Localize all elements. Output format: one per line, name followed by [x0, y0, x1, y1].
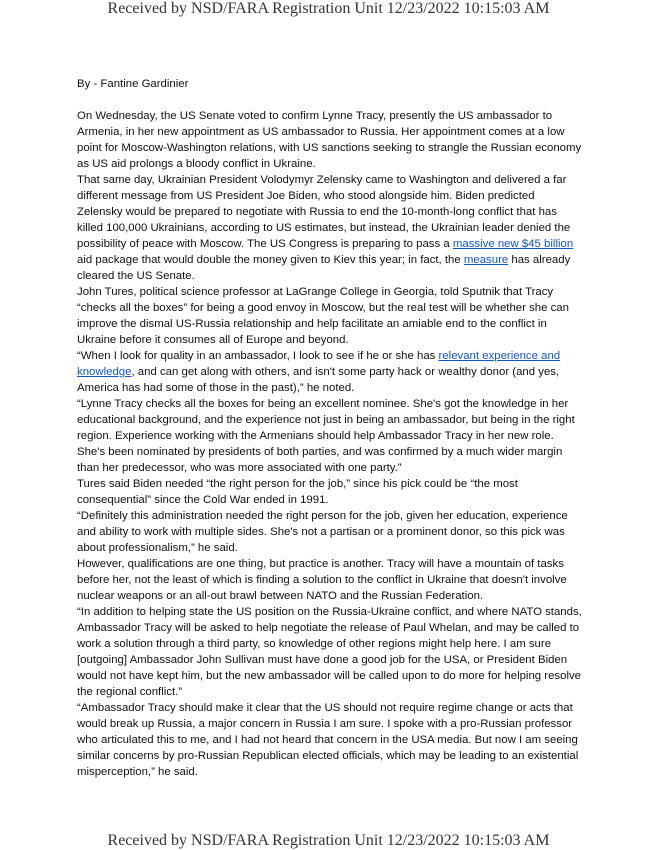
paragraph-4-text-a: “When I look for quality in an ambassador, I look to see if he or she has: [77, 350, 439, 362]
byline: By - Fantine Gardinier: [77, 78, 189, 90]
paragraph-4-text-b: , and can get along with others, and isn't some party hack or wealthy donor (and yes, America has had some of those in the past),” he noted.: [77, 366, 560, 394]
paragraph-9: “In addition to helping state the US position on the Russia-Ukraine conflict, and where NATO stands, Ambassador Tracy will be asked to help negotiate the release of Paul Whelan, and may be called to work a solution through a third party, so knowledge of other regions might help here. I am sure [outgoing] Ambassador John Sullivan must have done a good job for the USA, or President Biden would not have kept him, but the new ambassador will be called upon to do more for helping resolve the regional conflict.”: [77, 606, 582, 698]
paragraph-6: Tures said Biden needed “the right person for the job,” since his pick could be “the most consequential” since the Cold War ended in 1991.: [77, 478, 518, 506]
paragraph-2-text-a: That same day, Ukrainian President Volodymyr Zelensky came to Washington and delivered a far different message from US President Joe Biden, who stood alongside him. Biden predicted Zelensky would be prepared to negotiate with Russia to end the 10-month-long conflict that has killed 100,000 Ukrainians, according to US estimates, but instead, the Ukrainian leader denied the possibility of peace with Moscow. The US Congress is preparing to pass a: [77, 174, 571, 250]
article-body: [77, 76, 583, 780]
paragraph-10: “Ambassador Tracy should make it clear that the US should not require regime change or acts that would break up Russia, a major concern in Russia I am sure. I spoke with a pro-Russian professor who articulated this to me, and I had not heard that concern in the USA media. But now I am seeing similar concerns by pro-Russian Republican elected officials, which may be leading to an existential misperception,” he said.: [77, 702, 579, 778]
paragraph-2-text-b: aid package that would double the money given to Kiev this year; in fact, the: [77, 254, 464, 266]
paragraph-8: However, qualifications are one thing, but practice is another. Tracy will have a mountain of tasks before her, not the least of which is finding a solution to the conflict in Ukraine that doesn't involve nuclear weapons or an all-out brawl between NATO and the Russian Federation.: [77, 558, 567, 602]
paragraph-3: John Tures, political science professor at LaGrange College in Georgia, told Sputnik that Tracy “checks all the boxes” for being a good envoy in Moscow, but the real test will be whether she can improve the dismal US-Russia relationship and help facilitate an amiable end to the conflict in Ukraine before it consumes all of Europe and beyond.: [77, 286, 569, 346]
paragraph-2-text-c: has already cleared the US Senate.: [77, 254, 571, 282]
registration-stamp-top: Received by NSD/FARA Registration Unit 12/23/2022 10:15:03 AM: [107, 0, 550, 17]
measure-link[interactable]: measure: [463, 254, 509, 266]
massive-aid-link[interactable]: massive new $45 billion: [452, 238, 574, 250]
relevant-experience-link[interactable]: relevant experience and knowledge: [77, 350, 561, 378]
paragraph-5: “Lynne Tracy checks all the boxes for being an excellent nominee. She's got the knowledge in her educational background, and the experience not just in being an ambassador, but being in the right region. Experience working with the Armenians should help Ambassador Tracy in her new role. She's been nominated by presidents of both parties, and was confirmed by a much wider margin than her predecessor, who was more associated with one party.”: [77, 398, 575, 474]
paragraph-7: “Definitely this administration needed the right person for the job, given her education, experience and ability to work with multiple sides. She's not a partisan or a prominent donor, so this pick was about professionalism,” he said.: [77, 510, 568, 554]
paragraph-4: [77, 348, 583, 396]
paragraph-2: [77, 172, 583, 284]
registration-stamp-bottom: Received by NSD/FARA Registration Unit 12/23/2022 10:15:03 AM: [107, 832, 550, 849]
paragraph-1: On Wednesday, the US Senate voted to confirm Lynne Tracy, presently the US ambassador to Armenia, in her new appointment as US ambassador to Russia. Her appointment comes at a low point for Moscow-Washington relations, with US sanctions seeking to strangle the Russian economy as US aid prolongs a bloody conflict in Ukraine.: [77, 110, 582, 170]
